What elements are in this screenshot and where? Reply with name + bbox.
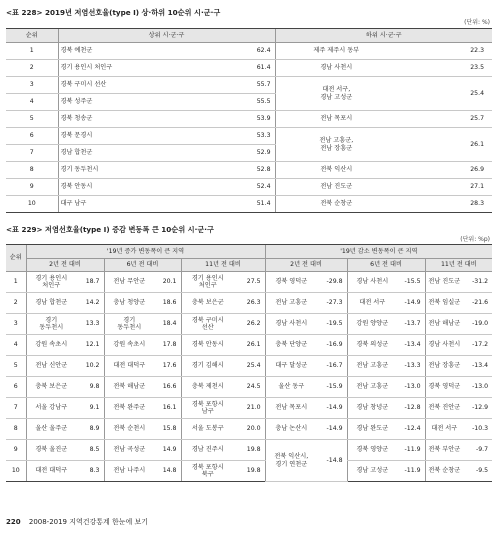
value-cell: -12.8 — [397, 398, 425, 419]
rank-cell: 5 — [6, 111, 58, 128]
rank-cell: 2 — [6, 293, 26, 314]
bottom-region: 대전 서구, 경남 고성군 — [275, 77, 397, 111]
value-cell: -13.4 — [397, 335, 425, 356]
rank-cell: 4 — [6, 335, 26, 356]
value-cell: 25.4 — [234, 356, 265, 377]
table-229-header-increase: '19년 증가 변동폭이 큰 지역 — [26, 245, 265, 259]
table-row — [6, 77, 492, 94]
table-row — [6, 111, 492, 128]
top-value: 53.9 — [178, 111, 275, 128]
value-cell: -19.0 — [463, 314, 492, 335]
value-cell: -14.9 — [317, 419, 347, 440]
value-cell: -27.3 — [317, 293, 347, 314]
region-cell: 전남 고흥군 — [347, 377, 397, 398]
value-cell: -15.9 — [317, 377, 347, 398]
region-cell: 대전 서구 — [425, 419, 463, 440]
table-229-subheader: 6년 전 대비 — [104, 259, 181, 272]
region-cell: 전남 무안군 — [104, 272, 154, 293]
region-cell: 전북 부안군 — [425, 440, 463, 461]
value-cell: -9.5 — [463, 461, 492, 482]
top-value: 55.7 — [178, 77, 275, 94]
table-228 — [6, 28, 492, 213]
region-cell: 경북 영양군 — [347, 440, 397, 461]
table-row — [6, 60, 492, 77]
table-row — [6, 128, 492, 145]
bottom-value: 28.3 — [397, 196, 492, 213]
value-cell: 20.1 — [154, 272, 181, 293]
top-value: 52.4 — [178, 179, 275, 196]
table-228-header-bottom: 하위 시·군·구 — [275, 29, 492, 43]
bottom-region: 경남 사천시 — [275, 60, 397, 77]
region-cell: 충북 보은군 — [181, 293, 234, 314]
value-cell: 26.1 — [234, 335, 265, 356]
value-cell: -11.9 — [397, 461, 425, 482]
region-cell: 전남 곡성군 — [104, 440, 154, 461]
value-cell: -13.0 — [397, 377, 425, 398]
region-cell: 서울 강남구 — [26, 398, 76, 419]
rank-cell: 2 — [6, 60, 58, 77]
value-cell: 8.5 — [76, 440, 104, 461]
value-cell: 27.5 — [234, 272, 265, 293]
top-region: 경북 성주군 — [58, 94, 178, 111]
table-229-header-decrease: '19년 감소 변동폭이 큰 지역 — [265, 245, 492, 259]
value-cell: 19.8 — [234, 440, 265, 461]
value-cell: -13.3 — [397, 356, 425, 377]
region-cell: 충북 단양군 — [265, 335, 317, 356]
region-cell: 대전 대덕구 — [104, 356, 154, 377]
top-region: 경남 합천군 — [58, 145, 178, 162]
top-value: 52.9 — [178, 145, 275, 162]
table-row — [6, 314, 492, 335]
value-cell: 16.1 — [154, 398, 181, 419]
region-cell: 경북 의성군 — [347, 335, 397, 356]
region-cell: 충북 보은군 — [26, 377, 76, 398]
value-cell: 26.3 — [234, 293, 265, 314]
table-229-subheader: 2년 전 대비 — [265, 259, 347, 272]
bottom-region: 전남 목포시 — [275, 111, 397, 128]
value-cell: -29.8 — [317, 272, 347, 293]
value-cell: 19.8 — [234, 461, 265, 482]
value-cell: 18.7 — [76, 272, 104, 293]
value-cell: -17.2 — [463, 335, 492, 356]
rank-cell: 6 — [6, 128, 58, 145]
region-cell: 경북 안동시 — [181, 335, 234, 356]
region-cell: 경남 사천시 — [347, 272, 397, 293]
region-cell: 경북 영덕군 — [265, 272, 317, 293]
region-cell: 경기 용인시 처인구 — [26, 272, 76, 293]
table-229-subheader: 11년 전 대비 — [181, 259, 265, 272]
region-cell: 대전 대덕구 — [26, 461, 76, 482]
value-cell: -11.9 — [397, 440, 425, 461]
region-cell: 울산 동구 — [265, 377, 317, 398]
bottom-region: 전북 익산시 — [275, 162, 397, 179]
region-cell: 전남 목포시 — [265, 398, 317, 419]
table-row — [6, 440, 492, 461]
region-cell: 전북 임실군 — [425, 293, 463, 314]
value-cell: -15.5 — [397, 272, 425, 293]
table-row — [6, 335, 492, 356]
page-footer — [6, 517, 148, 527]
region-cell: 전남 나주시 — [104, 461, 154, 482]
value-cell: -12.4 — [397, 419, 425, 440]
region-cell: 경기 동두천시 — [104, 314, 154, 335]
bottom-value: 23.5 — [397, 60, 492, 77]
value-cell: 15.8 — [154, 419, 181, 440]
region-cell: 경남 고성군 — [347, 461, 397, 482]
value-cell: 18.6 — [154, 293, 181, 314]
table-229-caption: <표 229> 저염선호율(type Ⅰ) 증감 변동폭 큰 10순위 시·군·구 — [6, 225, 214, 234]
value-cell: 9.8 — [76, 377, 104, 398]
region-cell: 충남 청양군 — [104, 293, 154, 314]
value-cell: 26.2 — [234, 314, 265, 335]
region-cell: 대전 서구 — [347, 293, 397, 314]
region-cell: 전북 익산시, 경기 연천군 — [265, 440, 317, 482]
bottom-region: 전남 진도군 — [275, 179, 397, 196]
bottom-value: 27.1 — [397, 179, 492, 196]
footer-title: 2008-2019 지역건강통계 한눈에 보기 — [28, 518, 149, 526]
top-value: 51.4 — [178, 196, 275, 213]
top-region: 대구 남구 — [58, 196, 178, 213]
rank-cell: 3 — [6, 314, 26, 335]
table-228-unit: (단위: %) — [464, 19, 490, 26]
region-cell: 전남 고흥군 — [347, 356, 397, 377]
value-cell: -16.9 — [317, 335, 347, 356]
value-cell: 18.4 — [154, 314, 181, 335]
rank-cell: 3 — [6, 77, 58, 94]
region-cell: 경남 진주시 — [181, 440, 234, 461]
region-cell: 전남 장흥군 — [425, 356, 463, 377]
region-cell: 경남 완도군 — [347, 419, 397, 440]
top-value: 52.8 — [178, 162, 275, 179]
value-cell: -13.7 — [397, 314, 425, 335]
region-cell: 서울 도봉구 — [181, 419, 234, 440]
table-228-header-top: 상위 시·군·구 — [58, 29, 275, 43]
top-region: 경기 동두천시 — [58, 162, 178, 179]
bottom-value: 25.7 — [397, 111, 492, 128]
value-cell: -14.9 — [397, 293, 425, 314]
value-cell: 8.3 — [76, 461, 104, 482]
top-region: 경북 안동시 — [58, 179, 178, 196]
table-229-subheader: 11년 전 대비 — [425, 259, 492, 272]
table-row — [6, 356, 492, 377]
rank-cell: 8 — [6, 419, 26, 440]
bottom-region: 전남 고흥군, 전남 장흥군 — [275, 128, 397, 162]
value-cell: -14.8 — [317, 440, 347, 482]
top-value: 53.3 — [178, 128, 275, 145]
bottom-region: 제주 제주시 동부 — [275, 43, 397, 60]
table-228-caption: <표 228> 2019년 저염선호율(type Ⅰ) 상·하위 10순위 시·군·구 — [6, 8, 221, 17]
table-229-header-rank: 순위 — [6, 245, 26, 272]
bottom-value: 25.4 — [397, 77, 492, 111]
region-cell: 전북 순창군 — [425, 461, 463, 482]
rank-cell: 9 — [6, 440, 26, 461]
top-value: 55.5 — [178, 94, 275, 111]
table-row — [6, 43, 492, 60]
value-cell: -13.4 — [463, 356, 492, 377]
rank-cell: 1 — [6, 43, 58, 60]
value-cell: -10.3 — [463, 419, 492, 440]
value-cell: 17.6 — [154, 356, 181, 377]
rank-cell: 10 — [6, 461, 26, 482]
table-228-header-rank: 순위 — [6, 29, 58, 43]
region-cell: 강원 양양군 — [347, 314, 397, 335]
table-row — [6, 377, 492, 398]
region-cell: 대구 달성군 — [265, 356, 317, 377]
value-cell: 13.3 — [76, 314, 104, 335]
value-cell: -13.0 — [463, 377, 492, 398]
value-cell: 10.2 — [76, 356, 104, 377]
top-value: 62.4 — [178, 43, 275, 60]
table-229-subheader: 2년 전 대비 — [26, 259, 104, 272]
region-cell: 전북 순천시 — [104, 419, 154, 440]
value-cell: -21.6 — [463, 293, 492, 314]
rank-cell: 7 — [6, 145, 58, 162]
table-row — [6, 179, 492, 196]
table-229-subheader: 6년 전 대비 — [347, 259, 425, 272]
rank-cell: 8 — [6, 162, 58, 179]
value-cell: 21.0 — [234, 398, 265, 419]
region-cell: 경남 창녕군 — [347, 398, 397, 419]
top-region: 경북 청송군 — [58, 111, 178, 128]
top-region: 경기 용인시 처인구 — [58, 60, 178, 77]
region-cell: 전북 완주군 — [104, 398, 154, 419]
value-cell: 12.1 — [76, 335, 104, 356]
region-cell: 경기 김해시 — [181, 356, 234, 377]
rank-cell: 4 — [6, 94, 58, 111]
region-cell: 강원 속초시 — [26, 335, 76, 356]
region-cell: 전남 진도군 — [425, 272, 463, 293]
region-cell: 경북 포항시 북구 — [181, 461, 234, 482]
region-cell: 경북 영덕군 — [425, 377, 463, 398]
page-number: 220 — [6, 518, 21, 526]
region-cell: 경남 합천군 — [26, 293, 76, 314]
value-cell: 16.6 — [154, 377, 181, 398]
bottom-value: 22.3 — [397, 43, 492, 60]
bottom-value: 26.1 — [397, 128, 492, 162]
value-cell: 8.9 — [76, 419, 104, 440]
value-cell: 14.2 — [76, 293, 104, 314]
table-row — [6, 419, 492, 440]
region-cell: 충북 제천시 — [181, 377, 234, 398]
rank-cell: 6 — [6, 377, 26, 398]
region-cell: 경북 구미시 선산 — [181, 314, 234, 335]
region-cell: 전북 해남군 — [104, 377, 154, 398]
table-row — [6, 272, 492, 293]
region-cell: 충남 논산시 — [265, 419, 317, 440]
value-cell: -16.7 — [317, 356, 347, 377]
region-cell: 경북 울진군 — [26, 440, 76, 461]
table-row — [6, 398, 492, 419]
rank-cell: 1 — [6, 272, 26, 293]
table-229-unit: (단위: %p) — [460, 236, 490, 243]
value-cell: 9.1 — [76, 398, 104, 419]
table-229 — [6, 244, 492, 482]
top-region: 경북 구미시 선산 — [58, 77, 178, 94]
region-cell: 울산 울주군 — [26, 419, 76, 440]
rank-cell: 9 — [6, 179, 58, 196]
region-cell: 경기 동두천시 — [26, 314, 76, 335]
table-row — [6, 293, 492, 314]
region-cell: 전남 고흥군 — [265, 293, 317, 314]
value-cell: -12.9 — [463, 398, 492, 419]
value-cell: 14.8 — [154, 461, 181, 482]
region-cell: 경남 사천시 — [265, 314, 317, 335]
region-cell: 경북 포항시 남구 — [181, 398, 234, 419]
rank-cell: 7 — [6, 398, 26, 419]
top-region: 경북 문경시 — [58, 128, 178, 145]
region-cell: 경기 용인시 처인구 — [181, 272, 234, 293]
table-row — [6, 196, 492, 213]
region-cell: 경남 사천시 — [425, 335, 463, 356]
region-cell: 전북 진안군 — [425, 398, 463, 419]
value-cell: -14.9 — [317, 398, 347, 419]
value-cell: -9.7 — [463, 440, 492, 461]
region-cell: 강원 속초시 — [104, 335, 154, 356]
top-value: 61.4 — [178, 60, 275, 77]
bottom-value: 26.9 — [397, 162, 492, 179]
value-cell: 24.5 — [234, 377, 265, 398]
bottom-region: 전북 순창군 — [275, 196, 397, 213]
table-row — [6, 461, 492, 482]
value-cell: -19.5 — [317, 314, 347, 335]
value-cell: 17.8 — [154, 335, 181, 356]
region-cell: 전남 해남군 — [425, 314, 463, 335]
table-row — [6, 162, 492, 179]
value-cell: -31.2 — [463, 272, 492, 293]
top-region: 경북 예천군 — [58, 43, 178, 60]
value-cell: 20.0 — [234, 419, 265, 440]
value-cell: 14.9 — [154, 440, 181, 461]
region-cell: 전남 신안군 — [26, 356, 76, 377]
rank-cell: 5 — [6, 356, 26, 377]
rank-cell: 10 — [6, 196, 58, 213]
